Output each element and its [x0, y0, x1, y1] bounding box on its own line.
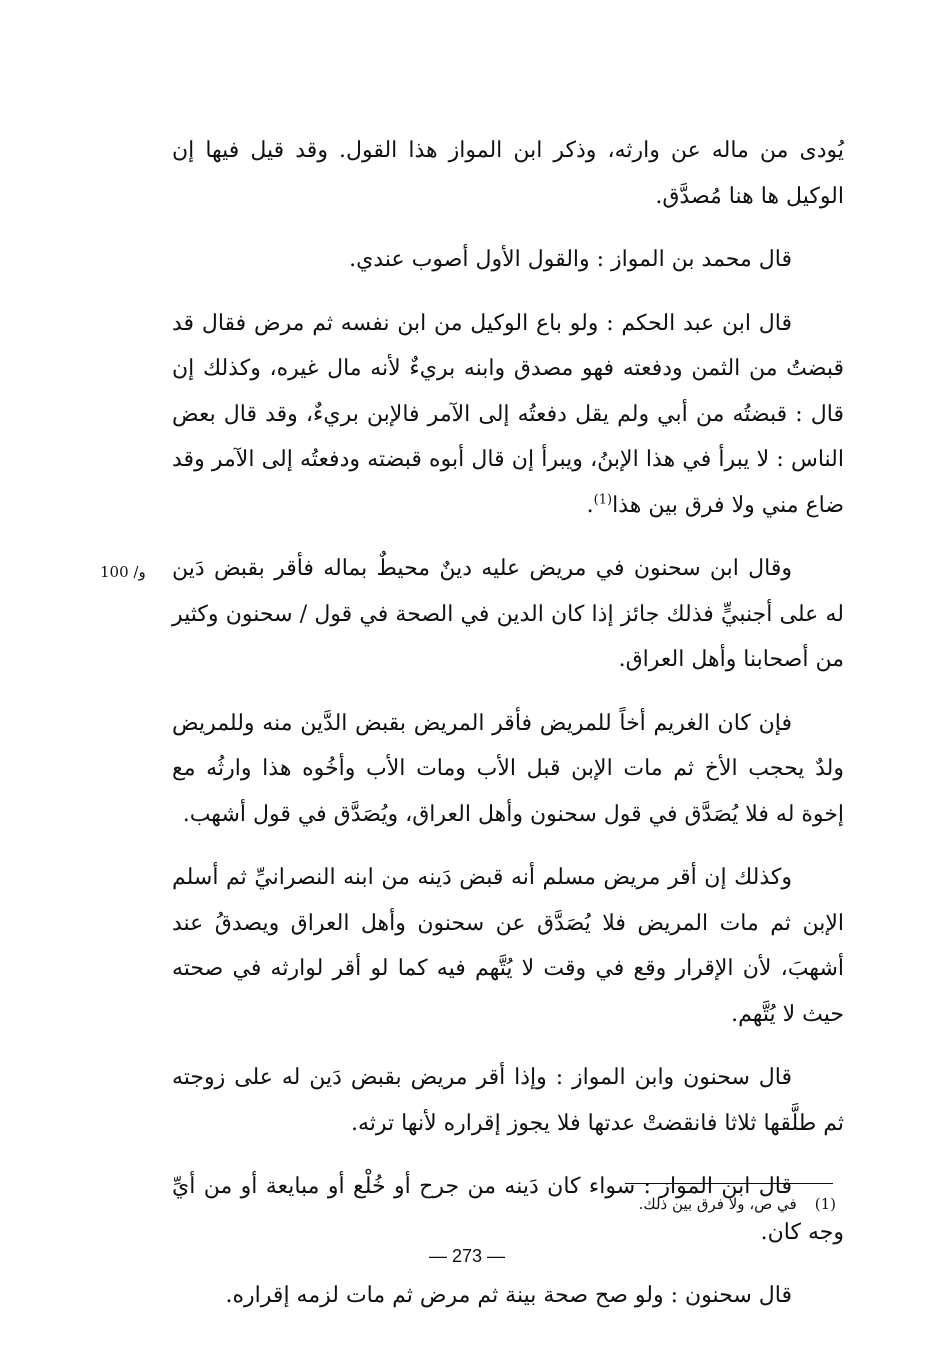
paragraph-3-text: قال ابن عبد الحكم : ولو باع الوكيل من ابن نفسه ثم مرض فقال قد قبضتُ من الثمن ودفعته فهو مصدق وابنه بريءٌ لأنه مال غيره، وكذلك إن قال : قبضتُه من أبي ولم يقل دفعتُه إلى الآمر فالإبن بريءٌ، وقد قال بعض الناس : لا يبرأ في هذا الإبنُ، ويبرأ إن قال أبوه قبضته ودفعتُه إلى الآمر وقد ضاع مني ولا فرق بين هذا: [172, 310, 844, 518]
paragraph-3: [172, 301, 844, 529]
footnote-number: (1): [814, 1195, 836, 1213]
paragraph-9: قال سحنون : ولو صح صحة بينة ثم مرض ثم مات لزمه إقراره.: [225, 1283, 792, 1308]
paragraph-1: يُودى من ماله عن وارثه، وذكر ابن المواز هذا القول. وقد قيل فيها إن الوكيل ها هنا مُصدَّق.: [172, 138, 844, 209]
manuscript-folio-note: 100 /و: [100, 563, 146, 581]
footnote-divider: [625, 1183, 833, 1184]
footnote-reference: (1): [593, 492, 613, 508]
paragraph-7: قال سحنون وابن المواز : وإذا أقر مريض بقبض دَين له على زوجته ثم طلَّقها ثلاثا فانقضتْ عدتها فلا يجوز إقراره لأنها ترثه.: [172, 1065, 844, 1136]
paragraph-5: فإن كان الغريم أخاً للمريض فأقر المريض بقبض الدَّين منه وللمريض ولدٌ يحجب الأخ ثم مات الإبن قبل الأب ومات الأب وأخُوه هذا وارثُه مع إخوة له فلا يُصَدَّق في قول سحنون وأهل العراق، ويُصَدَّق في قول أشهب.: [172, 710, 845, 827]
paragraph-2: قال محمد بن المواز : والقول الأول أصوب عندي.: [349, 247, 792, 272]
main-text: [172, 128, 844, 1337]
footnote-text: في ص، ولا فرق بين ذلك.: [638, 1195, 797, 1213]
paragraph-6: وكذلك إن أقر مريض مسلم أنه قبض دَينه من ابنه النصرانيِّ ثم أسلم الإبن ثم مات المريض فلا يُصَدَّق عن سحنون وأهل العراق ويصدقُ عند أشهبَ، لأن الإقرار وقع في وقت لا يُتَّهم فيه كما لو أقر لوارثه في صحته حيث لا يُتَّهم.: [172, 865, 844, 1027]
paragraph-4: وقال ابن سحنون في مريض عليه دينٌ محيطٌ بماله فأقر بقبض دَين له على أجنبيٍّ فذلك جائز إذا كان الدين في الصحة في قول / سحنون وكثير من أصحابنا وأهل العراق.: [172, 556, 844, 672]
paragraph-8: قال ابن المواز : سواء كان دَينه من جرح أو خُلْع أو مبايعة أو من أيِّ وجه كان.: [172, 1174, 844, 1245]
page-number: — 273 —: [428, 1246, 506, 1266]
paragraph-3-end: .: [586, 492, 594, 518]
footnote: [639, 1195, 836, 1213]
